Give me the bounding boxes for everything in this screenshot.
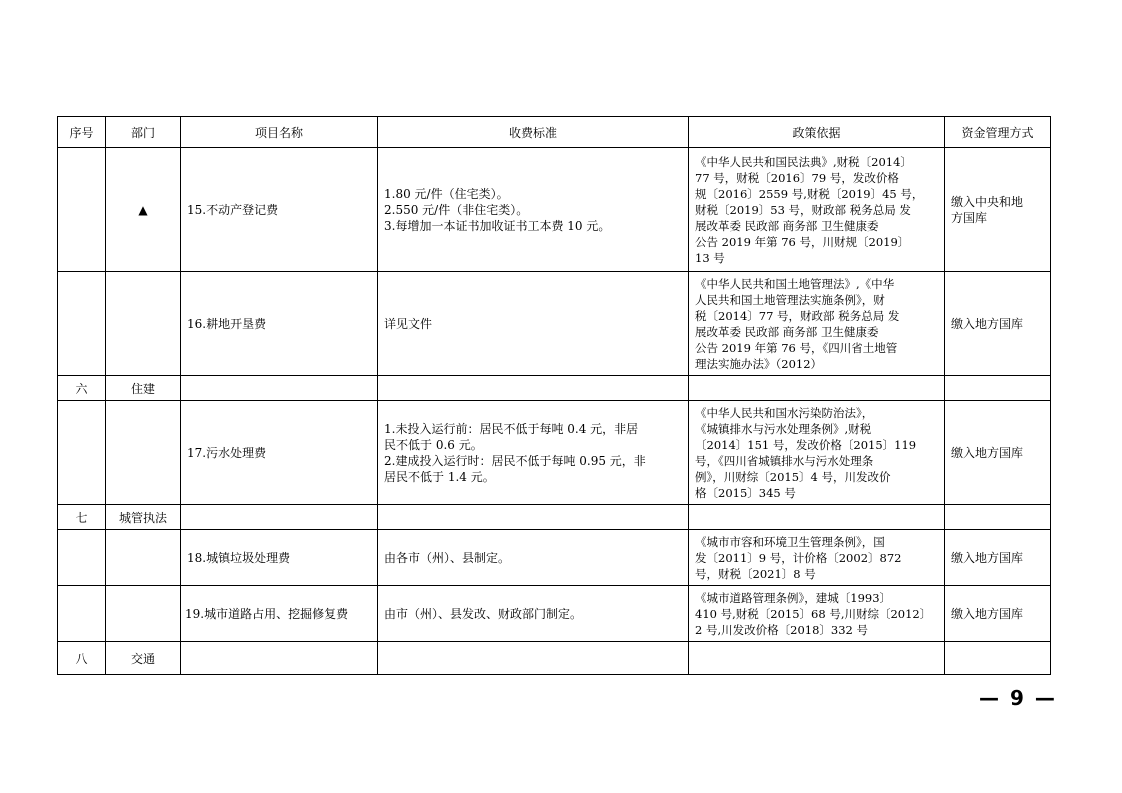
row-name: 18.城镇垃圾处理费 xyxy=(181,530,378,586)
row-seq xyxy=(58,272,106,376)
row-mgmt: 缴入地方国库 xyxy=(945,401,1051,505)
row-dept xyxy=(106,272,181,376)
header-seq: 序号 xyxy=(58,117,106,148)
row-name: 17.污水处理费 xyxy=(181,401,378,505)
section-row xyxy=(58,505,1051,530)
row-basis: 《城市道路管理条例》，建城〔1993〕 410 号,财税〔2015〕68 号,川财综〔2012〕 2 号,川发改价格〔2018〕332 号 xyxy=(689,586,945,642)
section-row xyxy=(58,642,1051,675)
row-basis: 《中华人民共和国民法典》,财税〔2014〕 77 号，财税〔2016〕79 号，发改价格 规〔2016〕2559 号,财税〔2019〕45 号， 财税〔2019〕53 号，财政部 税务总局 发 展改革委 民政部 商务部 卫生健康委 公告 2019 年第 76 号，川财规〔2019〕 13 号 xyxy=(689,148,945,272)
row-standard: 1.80 元/件（住宅类）。 2.550 元/件（非住宅类）。 3.每增加一本证书加收证书工本费 10 元。 xyxy=(378,148,689,272)
header-standard: 收费标准 xyxy=(378,117,689,148)
row-seq xyxy=(58,148,106,272)
row-basis: 《中华人民共和国土地管理法》,《中华 人民共和国土地管理法实施条例》，财 税〔2014〕77 号，财政部 税务总局 发 展改革委 民政部 商务部 卫生健康委 公告 2019 年第 76 号，《四川省土地管 理法实施办法》（2012） xyxy=(689,272,945,376)
section-seq: 七 xyxy=(58,505,106,530)
table-row xyxy=(58,586,1051,642)
section-row xyxy=(58,376,1051,401)
row-name: 15.不动产登记费 xyxy=(181,148,378,272)
section-dept: 交通 xyxy=(106,642,181,675)
row-basis: 《城市市容和环境卫生管理条例》，国 发〔2011〕9 号，计价格〔2002〕872 号，财税〔2021〕8 号 xyxy=(689,530,945,586)
page-number: — 9 — xyxy=(979,686,1057,710)
section-dept: 城管执法 xyxy=(106,505,181,530)
row-seq xyxy=(58,530,106,586)
fee-table xyxy=(57,116,1051,675)
row-name: 19.城市道路占用、挖掘修复费 xyxy=(181,586,378,642)
row-standard: 详见文件 xyxy=(378,272,689,376)
header-mgmt: 资金管理方式 xyxy=(945,117,1051,148)
table-row xyxy=(58,148,1051,272)
header-row xyxy=(58,117,1051,148)
row-dept xyxy=(106,586,181,642)
row-seq xyxy=(58,586,106,642)
row-standard: 由各市（州）、县制定。 xyxy=(378,530,689,586)
table-row xyxy=(58,401,1051,505)
row-dept xyxy=(106,530,181,586)
row-dept xyxy=(106,401,181,505)
row-standard: 由市（州）、县发改、财政部门制定。 xyxy=(378,586,689,642)
section-seq: 八 xyxy=(58,642,106,675)
header-basis: 政策依据 xyxy=(689,117,945,148)
table-row xyxy=(58,530,1051,586)
section-seq: 六 xyxy=(58,376,106,401)
table-row xyxy=(58,272,1051,376)
row-dept-mark: ▲ xyxy=(106,148,181,272)
row-mgmt: 缴入中央和地 方国库 xyxy=(945,148,1051,272)
row-seq xyxy=(58,401,106,505)
row-mgmt: 缴入地方国库 xyxy=(945,530,1051,586)
row-name: 16.耕地开垦费 xyxy=(181,272,378,376)
row-mgmt: 缴入地方国库 xyxy=(945,272,1051,376)
header-dept: 部门 xyxy=(106,117,181,148)
row-mgmt: 缴入地方国库 xyxy=(945,586,1051,642)
row-standard: 1.未投入运行前：居民不低于每吨 0.4 元，非居 民不低于 0.6 元。 2.建成投入运行时：居民不低于每吨 0.95 元，非 居民不低于 1.4 元。 xyxy=(378,401,689,505)
section-dept: 住建 xyxy=(106,376,181,401)
row-basis: 《中华人民共和国水污染防治法》， 《城镇排水与污水处理条例》,财税 〔2014〕151 号，发改价格〔2015〕119 号，《四川省城镇排水与污水处理条 例》，川财综〔2015〕4 号，川发改价 格〔2015〕345 号 xyxy=(689,401,945,505)
header-name: 项目名称 xyxy=(181,117,378,148)
